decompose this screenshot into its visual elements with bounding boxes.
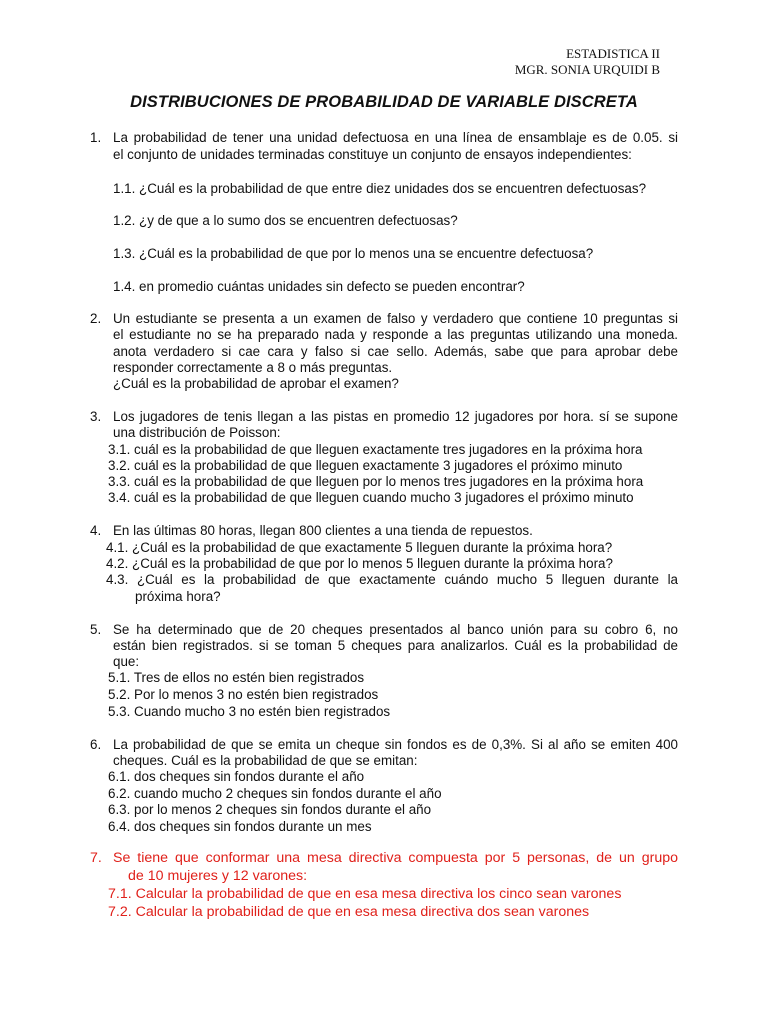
problem-text-line: En las últimas 80 horas, llegan 800 clientes a una tienda de repuestos.	[113, 523, 533, 538]
problem-text-line: que:	[113, 654, 140, 669]
problem-number: 5.	[90, 622, 102, 637]
sub-question: 3.2. cuál es la probabilidad de que lleguen exactamente 3 jugadores el próximo minuto	[108, 458, 623, 473]
document-title: DISTRIBUCIONES DE PROBABILIDAD DE VARIABLE DISCRETA	[130, 93, 638, 111]
problem-number: 4.	[90, 523, 102, 538]
problem-text-line: Los jugadores de tenis llegan a las pistas en promedio 12 jugadores por hora. sí se supone	[113, 409, 678, 424]
problem-number: 2.	[90, 311, 102, 326]
problem-text-line: una distribución de Poisson:	[113, 425, 281, 440]
teacher-name: MGR. SONIA URQUIDI B	[514, 62, 660, 77]
problem-text-line: el estudiante no se ha preparado nada y responde a las preguntas utilizando una moneda.	[113, 327, 678, 342]
sub-question: 6.3. por lo menos 2 cheques sin fondos durante el año	[108, 802, 432, 817]
sub-question: 3.3. cuál es la probabilidad de que lleguen por lo menos tres jugadores en la próxima hora	[108, 474, 644, 489]
problem-number: 6.	[90, 737, 102, 752]
sub-question: 4.2. ¿Cuál es la probabilidad de que por lo menos 5 lleguen durante la próxima hora?	[106, 556, 613, 571]
sub-question: 4.3. ¿Cuál es la probabilidad de que exactamente cuándo mucho 5 lleguen durante la	[106, 572, 678, 587]
sub-question: 6.4. dos cheques sin fondos durante un mes	[108, 819, 372, 834]
problem-number: 1.	[90, 130, 102, 145]
sub-question: 1.4. en promedio cuántas unidades sin defecto se pueden encontrar?	[113, 279, 525, 294]
sub-question: 5.3. Cuando mucho 3 no estén bien registrados	[108, 704, 391, 719]
problem-text-line: ¿Cuál es la probabilidad de aprobar el examen?	[113, 376, 399, 391]
sub-question: 6.2. cuando mucho 2 cheques sin fondos durante el año	[108, 786, 442, 801]
problem-text-line: responder correctamente a 8 o más preguntas.	[113, 360, 393, 375]
problem-text-line: Se tiene que conformar una mesa directiva compuesta por 5 personas, de un grupo	[113, 850, 678, 866]
course-name: ESTADISTICA II	[566, 46, 660, 61]
problem-text-line: La probabilidad de que se emita un cheque sin fondos es de 0,3%. Si al año se emiten 400	[113, 737, 678, 752]
sub-question: 1.3. ¿Cuál es la probabilidad de que por lo menos una se encuentre defectuosa?	[113, 246, 594, 261]
sub-question: 6.1. dos cheques sin fondos durante el año	[108, 769, 365, 784]
sub-question-continuation: próxima hora?	[135, 589, 221, 604]
problem-text-line: el conjunto de unidades terminadas constituye un conjunto de ensayos independientes:	[113, 147, 632, 162]
sub-question: 7.1. Calcular la probabilidad de que en esa mesa directiva los cinco sean varones	[108, 886, 622, 902]
problem-number: 7.	[90, 850, 102, 866]
sub-question: 1.2. ¿y de que a lo sumo dos se encuentren defectuosas?	[113, 213, 458, 228]
problem-text-line: Un estudiante se presenta a un examen de falso y verdadero que contiene 10 preguntas si	[113, 311, 678, 326]
sub-question: 7.2. Calcular la probabilidad de que en esa mesa directiva dos sean varones	[108, 904, 590, 920]
sub-question: 3.1. cuál es la probabilidad de que lleguen exactamente tres jugadores en la próxima hora	[108, 442, 643, 457]
sub-question: 4.1. ¿Cuál es la probabilidad de que exactamente 5 lleguen durante la próxima hora?	[106, 540, 613, 555]
sub-question: 1.1. ¿Cuál es la probabilidad de que entre diez unidades dos se encuentren defectuosas?	[113, 181, 647, 196]
problem-text-line: cheques. Cuál es la probabilidad de que se emitan:	[113, 753, 418, 768]
sub-question: 5.2. Por lo menos 3 no estén bien registrados	[108, 687, 379, 702]
problem-number: 3.	[90, 409, 102, 424]
sub-question: 3.4. cuál es la probabilidad de que lleguen cuando mucho 3 jugadores el próximo minuto	[108, 490, 634, 505]
problem-text-line: Se ha determinado que de 20 cheques presentados al banco unión para su cobro 6, no	[113, 622, 678, 637]
sub-question: 5.1. Tres de ellos no estén bien registrados	[108, 670, 365, 685]
problem-text-line: anota verdadero si cae cara y falso si cae sello. Además, sabe que para aprobar debe	[113, 344, 678, 359]
problem-text-line: de 10 mujeres y 12 varones:	[128, 868, 308, 884]
problem-text-line: La probabilidad de tener una unidad defectuosa en una línea de ensamblaje es de 0.05. si	[113, 130, 678, 145]
problem-text-line: están bien registrados. si se toman 5 cheques para analizarlos. Cuál es la probabilidad de	[113, 638, 678, 653]
